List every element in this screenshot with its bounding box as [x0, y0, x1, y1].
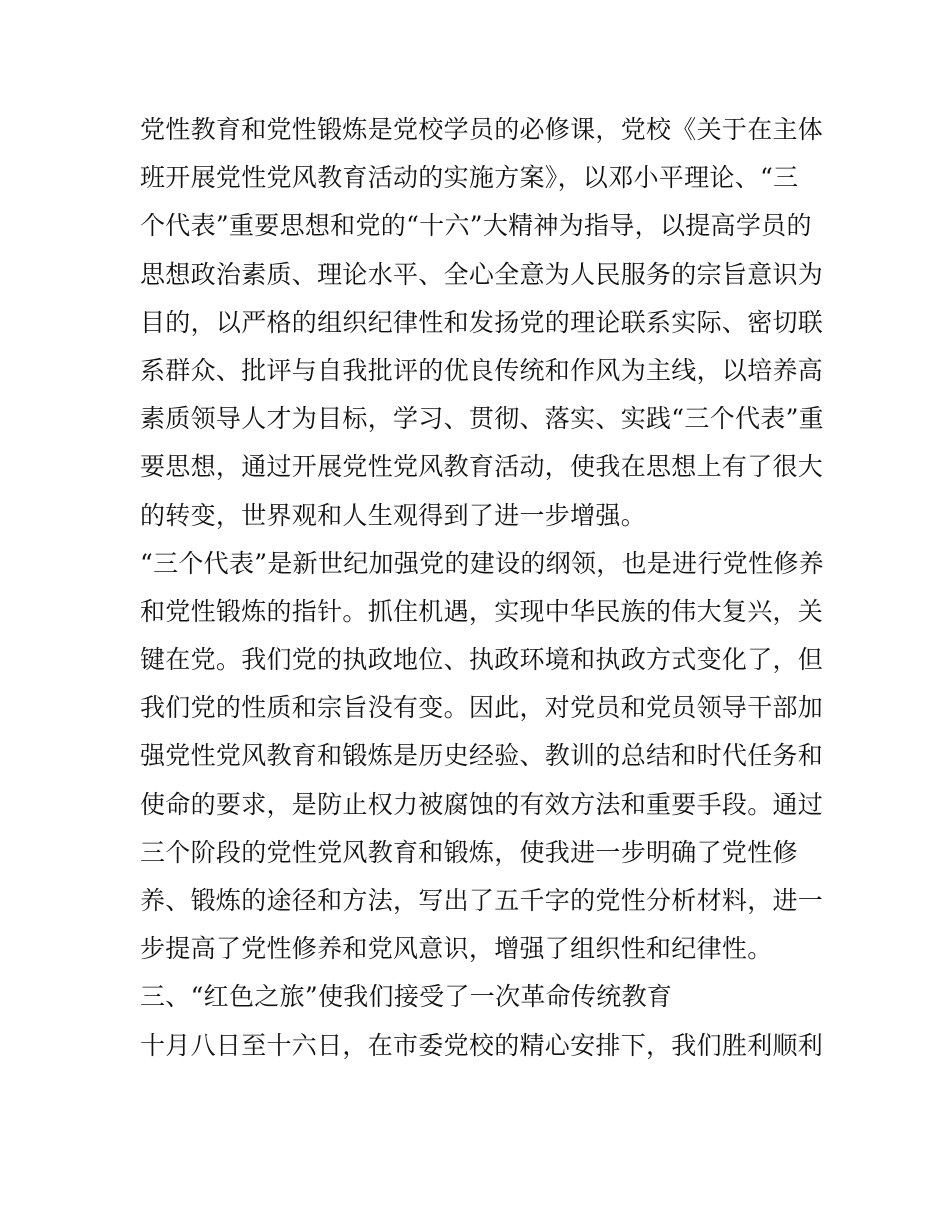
text-line: 党性教育和党性锻炼是党校学员的必修课，党校《关于在主体	[140, 115, 824, 144]
text-line: 使命的要求，是防止权力被腐蚀的有效方法和重要手段。通过	[140, 789, 824, 819]
text-line: 十月八日至十六日，在市委党校的精心安排下，我们胜利顺利	[140, 1030, 824, 1060]
text-line: 的转变，世界观和人生观得到了进一步增强。	[140, 500, 647, 530]
text-line: 三个阶段的党性党风教育和锻炼，使我进一步明确了党性修	[140, 837, 798, 867]
text-line: 思想政治素质、理论水平、全心全意为人民服务的宗旨意识为	[140, 259, 824, 289]
text-line: 强党性党风教育和锻炼是历史经验、教训的总结和时代任务和	[140, 741, 824, 771]
text-line: 个代表”重要思想和党的“十六”大精神为指导，以提高学员的	[140, 211, 812, 241]
text-line: 和党性锻炼的指针。抓住机遇，实现中华民族的伟大复兴，关	[140, 596, 824, 626]
text-line: “三个代表”是新世纪加强党的建设的纲领，也是进行党性修养	[140, 548, 824, 578]
text-line: 素质领导人才为目标，学习、贯彻、落实、实践“三个代表”重	[140, 404, 824, 434]
section-heading: 三、“红色之旅”使我们接受了一次革命传统教育	[140, 982, 673, 1012]
text-line: 系群众、批评与自我批评的优良传统和作风为主线，以培养高	[140, 355, 824, 385]
document-body	[140, 106, 824, 1070]
text-line: 步提高了党性修养和党风意识，增强了组织性和纪律性。	[140, 934, 773, 964]
text-line: 班开展党性党风教育活动的实施方案》，以邓小平理论、“三	[140, 163, 799, 193]
text-line: 键在党。我们党的执政地位、执政环境和执政方式变化了，但	[140, 645, 824, 675]
text-line: 目的，以严格的组织纪律性和发扬党的理论联系实际、密切联	[140, 307, 824, 337]
text-line: 要思想，通过开展党性党风教育活动，使我在思想上有了很大	[140, 452, 824, 482]
text-line: 养、锻炼的途径和方法，写出了五千字的党性分析材料，进一	[140, 886, 824, 915]
text-line: 我们党的性质和宗旨没有变。因此，对党员和党员领导干部加	[140, 693, 824, 723]
